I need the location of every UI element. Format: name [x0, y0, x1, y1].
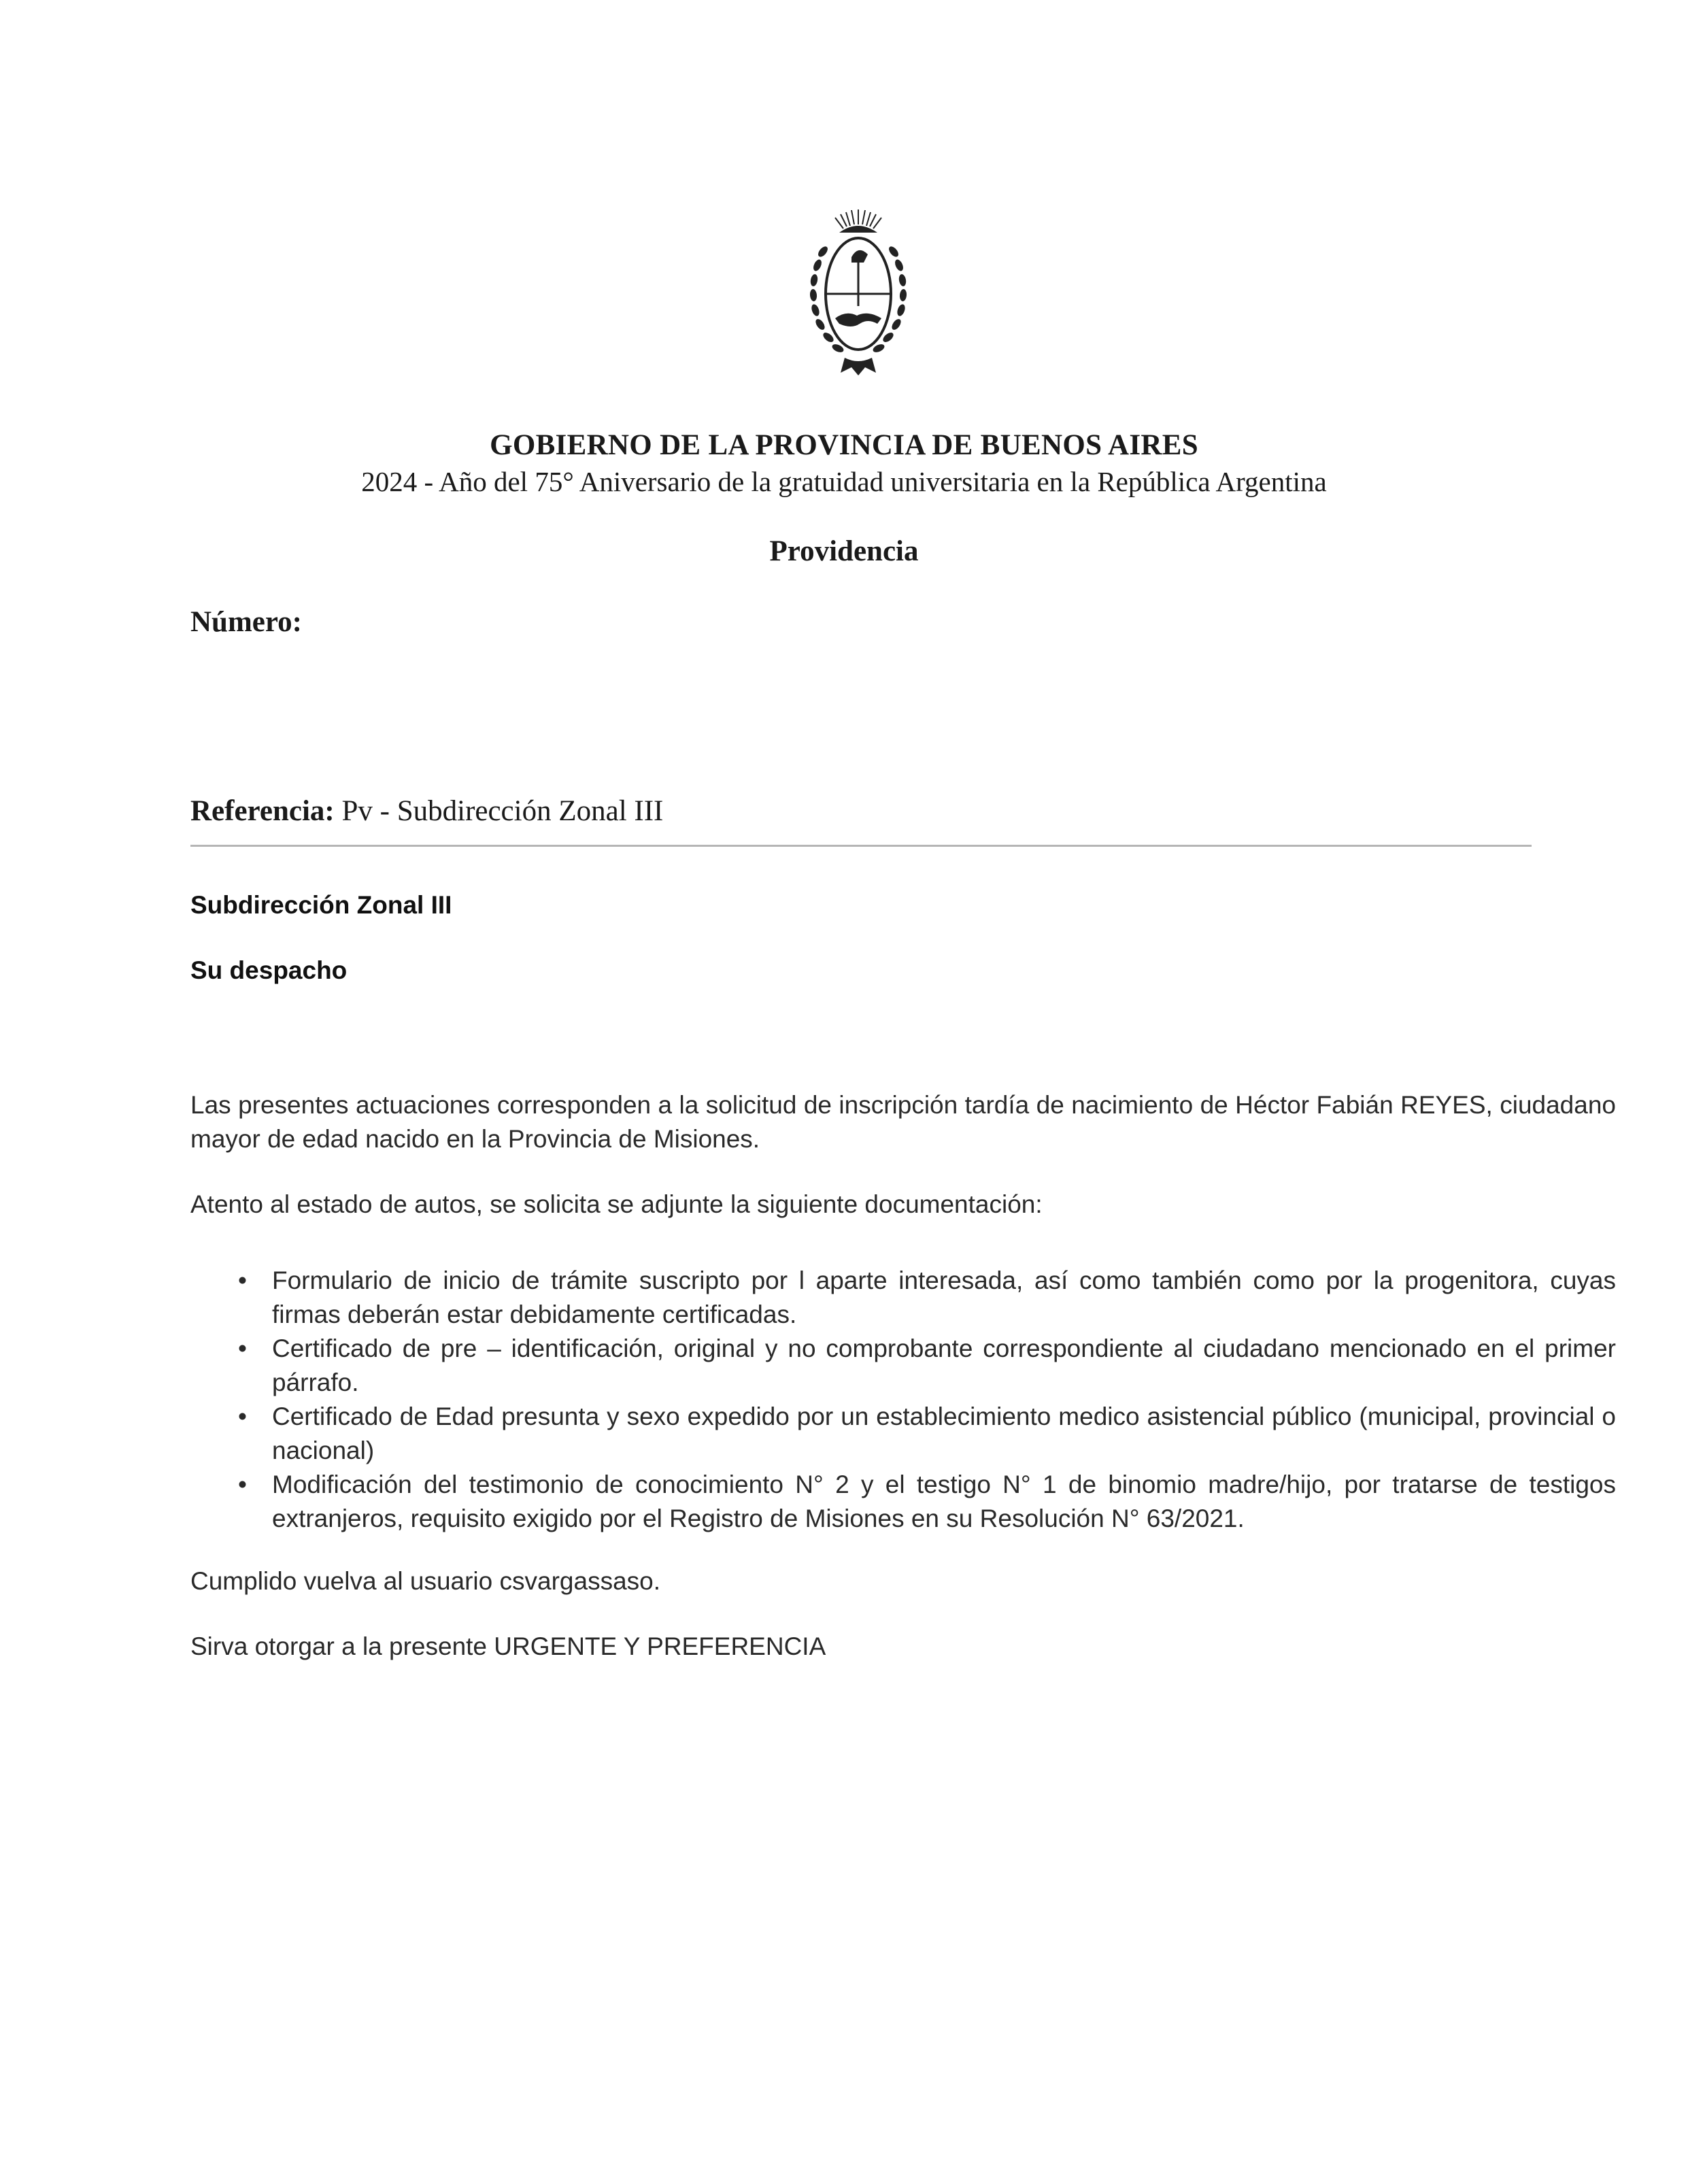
addressee-greeting: Su despacho	[190, 956, 348, 984]
header-title: GOBIERNO DE LA PROVINCIA DE BUENOS AIRES	[490, 429, 1198, 461]
reference-line	[190, 794, 663, 828]
body-paragraph-3: Cumplido vuelva al usuario csvargassaso.	[190, 1567, 661, 1595]
bullet-icon: •	[238, 1266, 247, 1294]
argentina-coat-of-arms-icon	[797, 204, 919, 381]
body-paragraph-2: Atento al estado de autos, se solicita se adjunte la siguiente documentación:	[190, 1190, 1043, 1218]
requirement-text: Certificado de Edad presunta y sexo expedido por un establecimiento medico asistencial público (municipal, provincial o nacional)	[272, 1402, 1616, 1464]
list-item	[231, 1264, 1616, 1332]
addressee-office: Subdirección Zonal III	[190, 891, 452, 919]
header-subtitle: 2024 - Año del 75° Aniversario de la gratuidad universitaria en la República Argentina	[361, 466, 1327, 497]
requirement-text: Modificación del testimonio de conocimiento N° 2 y el testigo N° 1 de binomio madre/hijo, por tratarse de testigos extranjeros, requisito exigido por el Registro de Misiones en su Resolución N° 63/2021.	[272, 1471, 1616, 1532]
requirements-list	[231, 1264, 1616, 1536]
reference-value: Pv - Subdirección Zonal III	[341, 795, 664, 827]
bullet-icon: •	[238, 1334, 247, 1362]
body-paragraph-4: Sirva otorgar a la presente URGENTE Y PREFERENCIA	[190, 1632, 826, 1660]
requirement-text: Formulario de inicio de trámite suscripto por l aparte interesada, así como también como por la progenitora, cuyas firmas deberán estar debidamente certificadas.	[272, 1266, 1616, 1328]
list-item	[231, 1468, 1616, 1536]
bullet-icon: •	[238, 1471, 247, 1498]
divider	[190, 845, 1532, 847]
reference-label: Referencia:	[190, 795, 335, 827]
document-type: Providencia	[769, 535, 919, 567]
list-item	[231, 1332, 1616, 1400]
number-label: Número:	[190, 606, 303, 638]
requirement-text: Certificado de pre – identificación, original y no comprobante correspondiente al ciudadano mencionado en el primer párrafo.	[272, 1334, 1616, 1396]
body-paragraph-1: Las presentes actuaciones corresponden a la solicitud de inscripción tardía de nacimiento de Héctor Fabián REYES, ciudadano mayor de edad nacido en la Provincia de Misiones.	[190, 1091, 1616, 1153]
list-item	[231, 1400, 1616, 1468]
bullet-icon: •	[238, 1402, 247, 1430]
